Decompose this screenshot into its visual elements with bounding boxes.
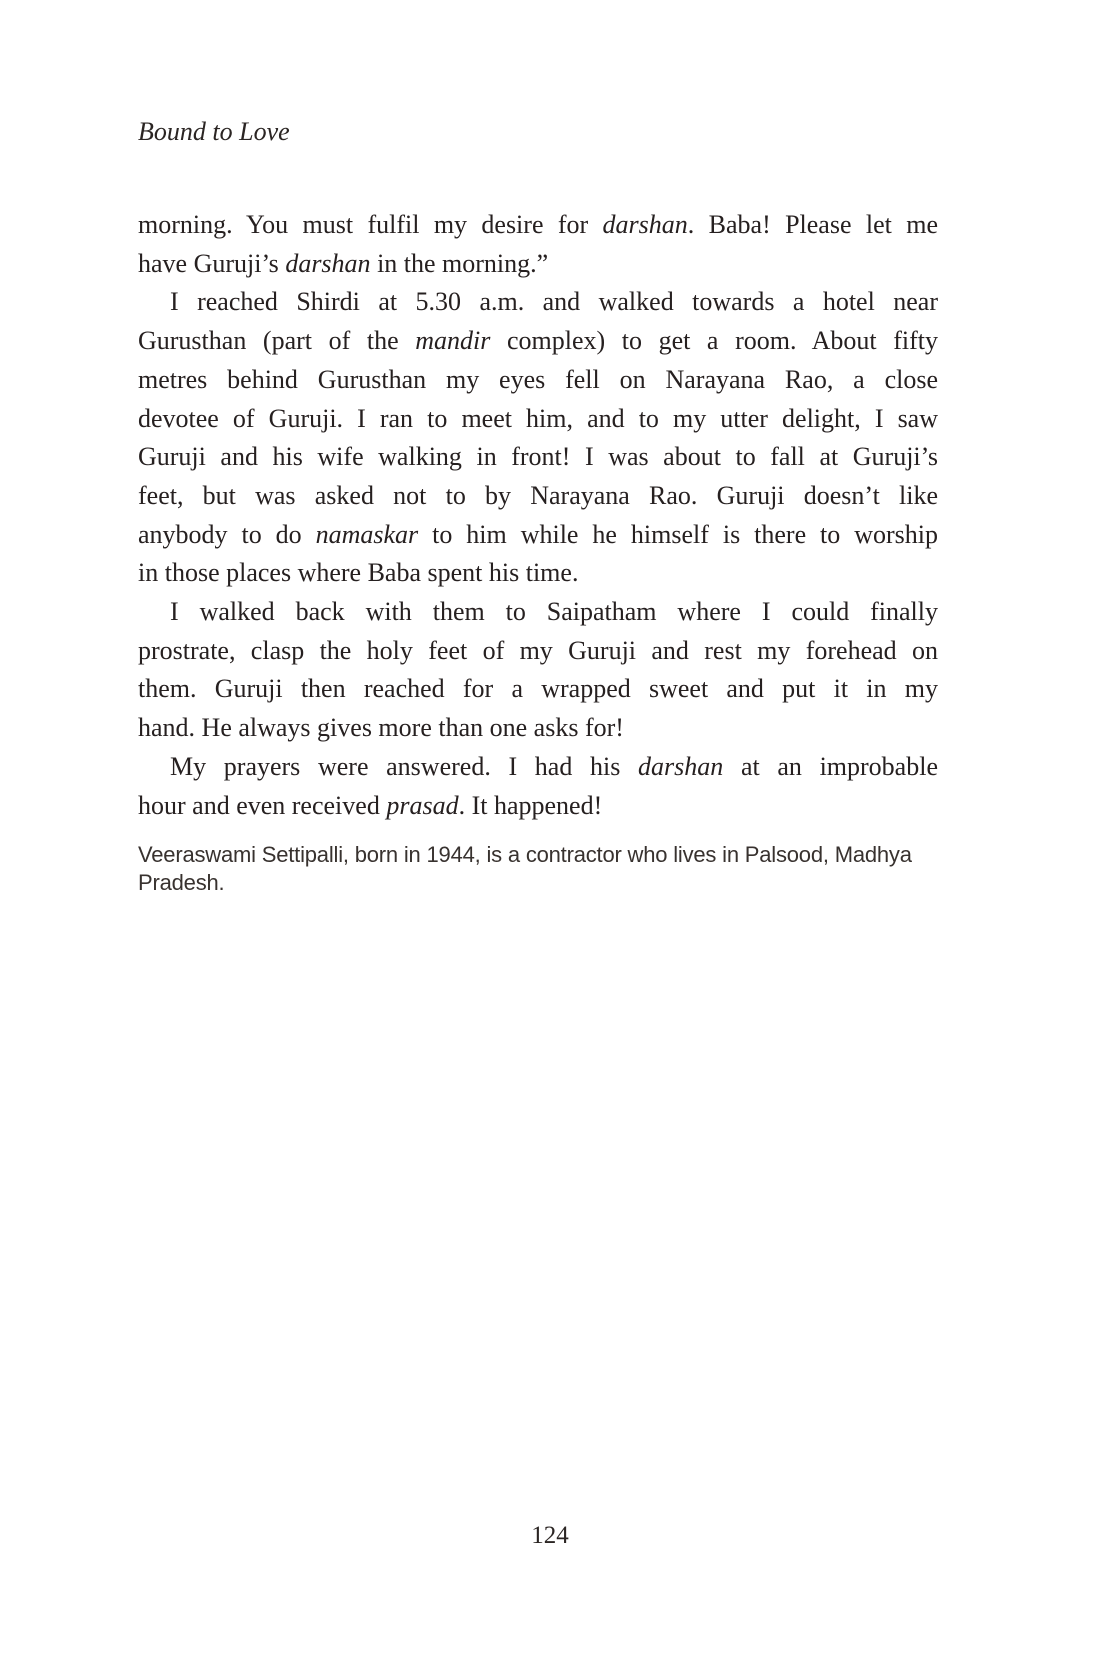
- text-segment: morning. You must fulfil my desire for: [138, 210, 603, 239]
- text-line: [138, 709, 938, 748]
- text-segment: at an improbable: [723, 751, 938, 781]
- text-segment: them. Guruji then reached for a wrapped sweet and put it in my: [138, 674, 938, 704]
- text-line: [138, 206, 938, 245]
- text-line: [138, 322, 938, 361]
- text-segment: feet, but was asked not to by Narayana Rao. Guruji doesn’t like: [138, 480, 938, 510]
- page-number: 124: [531, 1522, 569, 1549]
- text-line: [138, 477, 938, 516]
- text-segment: Gurusthan (part of the: [138, 326, 416, 356]
- italic-term: mandir: [415, 326, 491, 356]
- text-segment: I reached Shirdi at 5.30 a.m. and walked towards a hotel near: [170, 287, 938, 317]
- text-line: [138, 593, 938, 632]
- text-segment: My prayers were answered. I had his: [170, 751, 639, 781]
- text-line: [138, 400, 938, 439]
- text-segment: . It happened!: [458, 790, 603, 820]
- text-line: [138, 283, 938, 322]
- text-line: [138, 516, 938, 555]
- paragraph: [138, 206, 938, 283]
- text-segment: in those places where Baba spent his time.: [138, 558, 579, 588]
- italic-term: darshan: [638, 751, 724, 781]
- text-line: [138, 748, 938, 787]
- text-segment: Guruji and his wife walking in front! I was about to fall at Guruji’s: [138, 442, 938, 472]
- text-line: [138, 245, 938, 284]
- text-segment: metres behind Gurusthan my eyes fell on Narayana Rao, a close: [138, 364, 938, 394]
- text-segment: devotee of Guruji. I ran to meet him, and to my utter delight, I saw: [138, 403, 938, 433]
- text-segment: to him while he himself is there to worship: [418, 519, 939, 549]
- text-line: [138, 787, 938, 826]
- italic-term: darshan: [602, 210, 688, 239]
- text-segment: prostrate, clasp the holy feet of my Guruji and rest my forehead on: [138, 635, 938, 665]
- text-segment: anybody to do: [138, 519, 316, 549]
- text-segment: complex) to get a room. About fifty: [490, 326, 938, 356]
- text-segment: . Baba! Please let me: [687, 210, 938, 239]
- text-line: [138, 554, 938, 593]
- text-line: [138, 670, 938, 709]
- paragraph: [138, 748, 938, 825]
- italic-term: darshan: [285, 248, 371, 278]
- text-line: [138, 438, 938, 477]
- paragraph: [138, 283, 938, 593]
- attribution-line: Veeraswami Settipalli, born in 1944, is a contractor who lives in Palsood, Madhya Pradesh.: [138, 842, 912, 895]
- text-line: [138, 632, 938, 671]
- text-segment: I walked back with them to Saipatham where I could finally: [170, 597, 938, 627]
- paragraph: [138, 593, 938, 748]
- text-line: [138, 361, 938, 400]
- italic-term: namaskar: [315, 519, 419, 549]
- text-segment: hand. He always gives more than one asks for!: [138, 713, 624, 743]
- text-segment: in the morning.”: [370, 248, 549, 278]
- body-text: [138, 206, 938, 825]
- text-segment: have Guruji’s: [138, 248, 286, 278]
- text-segment: hour and even received: [138, 790, 387, 820]
- running-header: Bound to Love: [138, 117, 290, 146]
- italic-term: prasad: [386, 790, 459, 820]
